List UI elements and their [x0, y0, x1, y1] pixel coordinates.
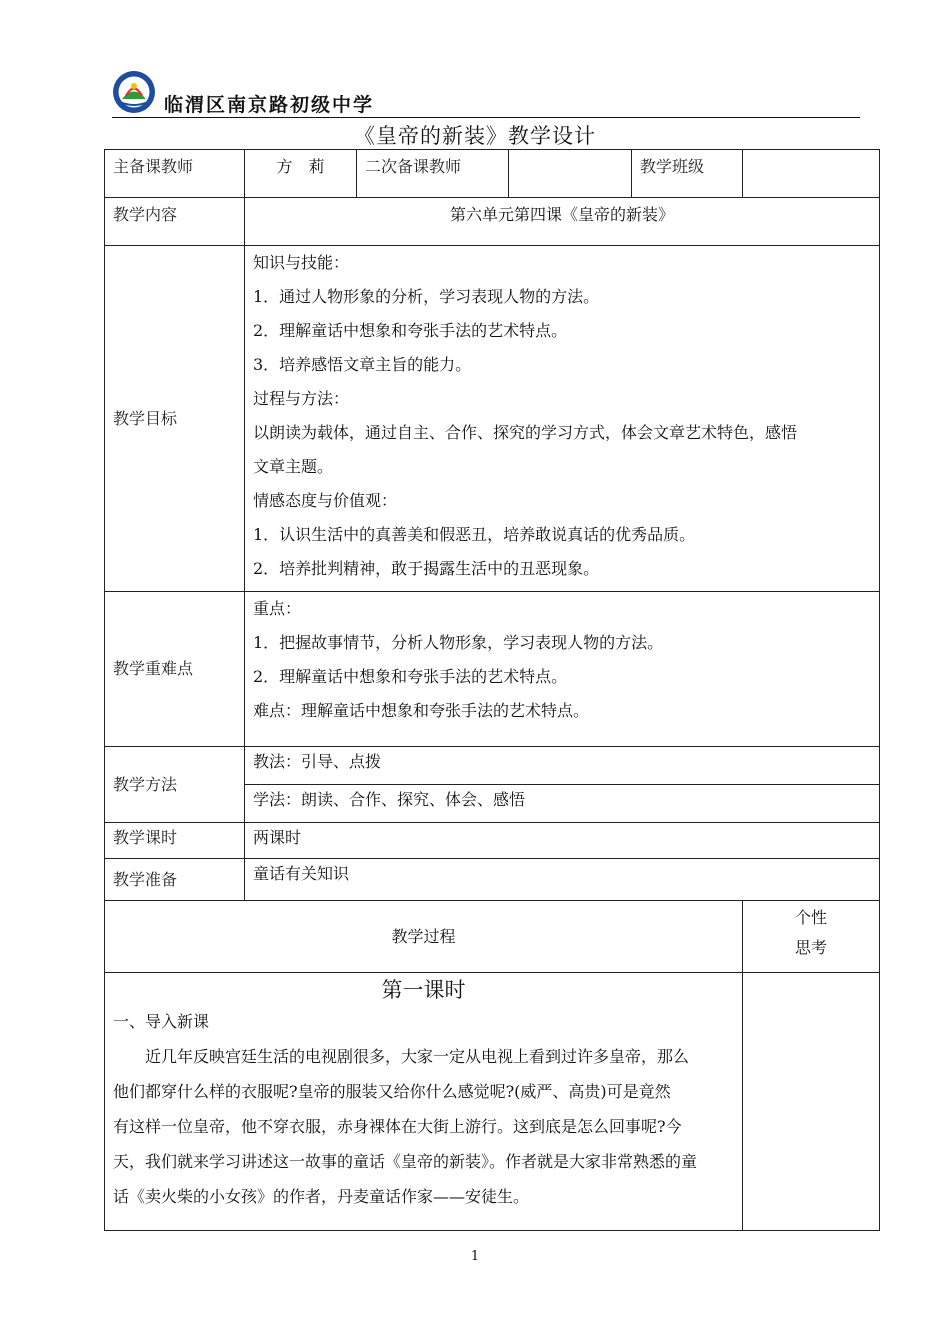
objectives-line: 3．培养感悟文章主旨的能力。: [253, 355, 472, 374]
objectives-line: 1．认识生活中的真善美和假恶丑，培养敢说真话的优秀品质。: [253, 525, 696, 544]
objectives-line: 知识与技能：: [253, 253, 350, 272]
key-points-content: [245, 592, 880, 747]
page-number: 1: [470, 1249, 480, 1264]
school-emblem-icon: [112, 70, 156, 114]
page-header: [112, 70, 860, 118]
paragraph-line: 近几年反映宫廷生活的电视剧很多，大家一定从电视上看到过许多皇帝，那么: [145, 1047, 690, 1066]
reflection-label-line: 个性: [795, 908, 828, 927]
prep-value: 童话有关知识: [245, 859, 880, 901]
class-label: 教学班级: [632, 150, 743, 198]
lesson1-content: [105, 973, 743, 1231]
content-value: 第六单元第四课《皇帝的新装》: [245, 198, 880, 246]
lead-teacher-label: 主备课教师: [105, 150, 245, 198]
key-points-label: 教学重难点: [105, 592, 245, 747]
process-label: 教学过程: [105, 901, 743, 973]
objectives-line: 以朗读为载体，通过自主、合作、探究的学习方式，体会文章艺术特色，感悟: [253, 423, 798, 442]
teaching-method: 教法：引导、点拨: [245, 747, 880, 785]
lesson1-reflection: [743, 973, 880, 1231]
school-name: 临渭区南京路初级中学: [164, 94, 375, 116]
process-header-row: [105, 901, 880, 973]
lesson1-row: [105, 973, 880, 1231]
objectives-line: 过程与方法：: [253, 389, 350, 408]
objectives-content: [245, 246, 880, 592]
section-heading: 一、导入新课: [113, 1012, 210, 1031]
key-points-line: 2．理解童话中想象和夸张手法的艺术特点。: [253, 667, 568, 686]
objectives-line: 2．理解童话中想象和夸张手法的艺术特点。: [253, 321, 568, 340]
document-title: 《皇帝的新装》教学设计: [354, 124, 596, 148]
paragraph-line: 他们都穿什么样的衣服呢?皇帝的服装又给你什么感觉呢?(威严、高贵)可是竟然: [113, 1082, 671, 1101]
info-row: [105, 150, 880, 198]
methods-row-teaching: [105, 747, 880, 785]
class-value: [743, 150, 880, 198]
intro-paragraph: [113, 1039, 730, 1214]
hours-label: 教学课时: [105, 823, 245, 859]
prep-label: 教学准备: [105, 859, 245, 901]
paragraph-line: 有这样一位皇帝，他不穿衣服，赤身裸体在大街上游行。这到底是怎么回事呢?今: [113, 1117, 682, 1136]
content-row: [105, 198, 880, 246]
objectives-label: 教学目标: [105, 246, 245, 592]
objectives-line: 文章主题。: [253, 457, 334, 476]
paragraph-line: 天，我们就来学习讲述这一故事的童话《皇帝的新装》。作者就是大家非常熟悉的童: [113, 1152, 698, 1171]
key-points-row: [105, 592, 880, 747]
objectives-line: 2．培养批判精神，敢于揭露生活中的丑恶现象。: [253, 559, 600, 578]
paragraph-line: 话《卖火柴的小女孩》的作者，丹麦童话作家——安徒生。: [113, 1187, 530, 1206]
reflection-label: [743, 901, 880, 973]
learning-method: 学法：朗读、合作、探究、体会、感悟: [245, 785, 880, 823]
header-rule: [112, 117, 860, 118]
content-label: 教学内容: [105, 198, 245, 246]
key-points-line: 重点：: [253, 599, 302, 618]
objectives-line: 1．通过人物形象的分析，学习表现人物的方法。: [253, 287, 600, 306]
second-teacher-value: [509, 150, 632, 198]
methods-label: 教学方法: [105, 747, 245, 823]
second-teacher-label: 二次备课教师: [357, 150, 509, 198]
hours-row: [105, 823, 880, 859]
lesson-plan-table: [104, 149, 880, 1231]
prep-row: [105, 859, 880, 901]
reflection-label-line: 思考: [795, 938, 828, 957]
key-points-line: 难点：理解童话中想象和夸张手法的艺术特点。: [253, 701, 590, 720]
objectives-line: 情感态度与价值观：: [253, 491, 398, 510]
objectives-row: [105, 246, 880, 592]
lesson1-title: 第一课时: [381, 978, 466, 1002]
lead-teacher-value: 方 莉: [245, 150, 357, 198]
key-points-line: 1．把握故事情节，分析人物形象，学习表现人物的方法。: [253, 633, 664, 652]
hours-value: 两课时: [245, 823, 880, 859]
